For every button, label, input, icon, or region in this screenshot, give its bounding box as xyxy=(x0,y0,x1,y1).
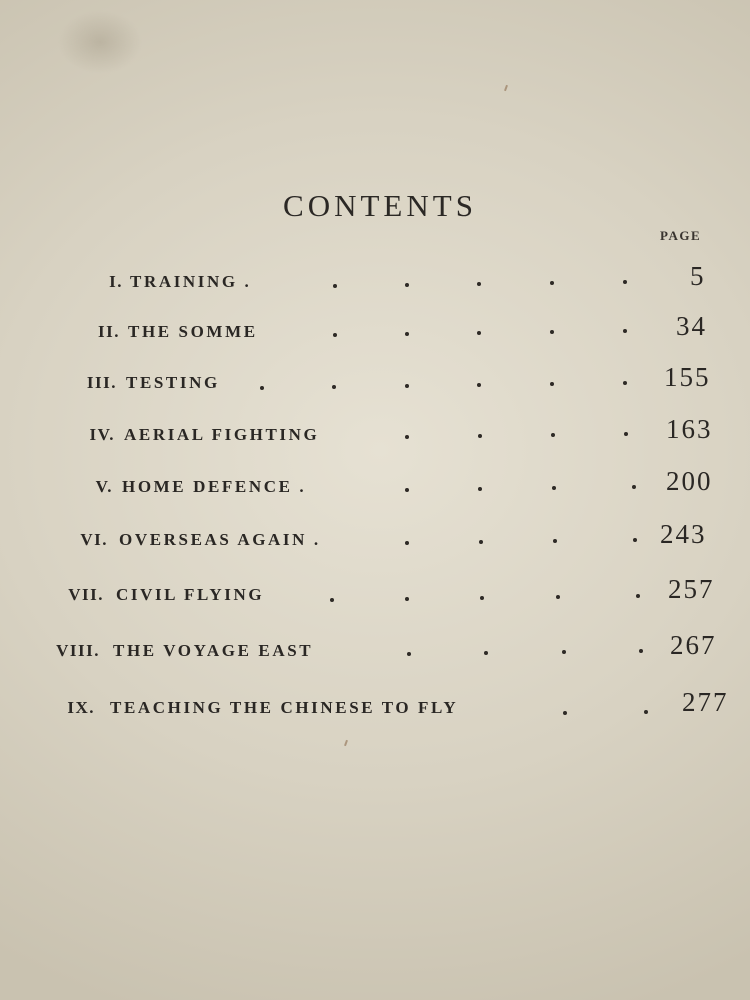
page-number: 155 xyxy=(664,362,711,392)
toc-entry xyxy=(0,519,750,554)
leader-dot xyxy=(623,280,627,284)
page-number: 163 xyxy=(666,414,713,444)
toc-entry xyxy=(0,574,750,609)
leader-dot xyxy=(623,381,627,385)
toc-entry xyxy=(0,466,750,501)
chapter-title: THE SOMME xyxy=(128,322,258,341)
chapter-title: AERIAL FIGHTING xyxy=(124,425,320,444)
leader-dot xyxy=(477,282,481,286)
chapter-title: TEACHING THE CHINESE TO FLY xyxy=(110,698,459,717)
chapter-title: THE VOYAGE EAST xyxy=(113,641,314,660)
leader-dot xyxy=(550,281,554,285)
leader-dot xyxy=(260,386,264,390)
toc-entry xyxy=(0,630,750,665)
leader-dot xyxy=(407,652,411,656)
paper-speck xyxy=(344,740,348,746)
toc-entry xyxy=(0,687,750,722)
toc-entry xyxy=(0,311,750,346)
leader-dot xyxy=(624,432,628,436)
leader-dot xyxy=(556,595,560,599)
leader-dot xyxy=(552,486,556,490)
chapter-numeral: I. xyxy=(109,272,123,291)
page-number: 257 xyxy=(668,574,715,604)
chapter-numeral: III. xyxy=(86,373,117,392)
chapter-title: TRAINING . xyxy=(130,272,252,291)
leader-dot xyxy=(633,538,637,542)
leader-dot xyxy=(333,284,337,288)
chapter-numeral: VII. xyxy=(68,585,104,604)
leader-dot xyxy=(405,488,409,492)
paper-speck xyxy=(504,85,508,91)
leader-dot xyxy=(484,651,488,655)
leader-dot xyxy=(636,594,640,598)
leader-dot xyxy=(333,333,337,337)
page-number: 267 xyxy=(670,630,717,660)
chapter-numeral: VI. xyxy=(80,530,108,549)
toc-entry xyxy=(0,414,750,449)
chapter-numeral: II. xyxy=(98,322,120,341)
toc-entry xyxy=(0,261,750,296)
chapter-title: HOME DEFENCE . xyxy=(122,477,307,496)
leader-dot xyxy=(405,332,409,336)
page-number: 34 xyxy=(676,311,707,341)
leader-dot xyxy=(405,541,409,545)
chapter-title: TESTING xyxy=(126,373,220,392)
chapter-numeral: V. xyxy=(95,477,113,496)
chapter-title: CIVIL FLYING xyxy=(116,585,265,604)
page-number: 5 xyxy=(690,261,706,291)
leader-dot xyxy=(644,710,648,714)
chapter-numeral: IV. xyxy=(89,425,115,444)
page-number: 200 xyxy=(666,466,713,496)
chapter-numeral: VIII. xyxy=(56,641,100,660)
leader-dot xyxy=(330,598,334,602)
leader-dot xyxy=(405,597,409,601)
contents-heading: CONTENTS xyxy=(283,188,477,223)
page-column-label: PAGE xyxy=(660,228,702,243)
leader-dot xyxy=(563,711,567,715)
leader-dot xyxy=(553,539,557,543)
leader-dot xyxy=(478,434,482,438)
leader-dot xyxy=(332,385,336,389)
leader-dot xyxy=(562,650,566,654)
leader-dot xyxy=(479,540,483,544)
leader-dot xyxy=(477,331,481,335)
page-number: 243 xyxy=(660,519,707,549)
leader-dot xyxy=(478,487,482,491)
leader-dot xyxy=(639,649,643,653)
leader-dot xyxy=(405,283,409,287)
leader-dot xyxy=(477,383,481,387)
leader-dot xyxy=(623,329,627,333)
chapter-title: OVERSEAS AGAIN . xyxy=(119,530,321,549)
leader-dot xyxy=(405,435,409,439)
leader-dot xyxy=(550,382,554,386)
leader-dot xyxy=(480,596,484,600)
toc-entry xyxy=(0,362,750,397)
page-number: 277 xyxy=(682,687,729,717)
leader-dot xyxy=(632,485,636,489)
leader-dot xyxy=(550,330,554,334)
leader-dot xyxy=(551,433,555,437)
chapter-numeral: IX. xyxy=(67,698,95,717)
leader-dot xyxy=(405,384,409,388)
